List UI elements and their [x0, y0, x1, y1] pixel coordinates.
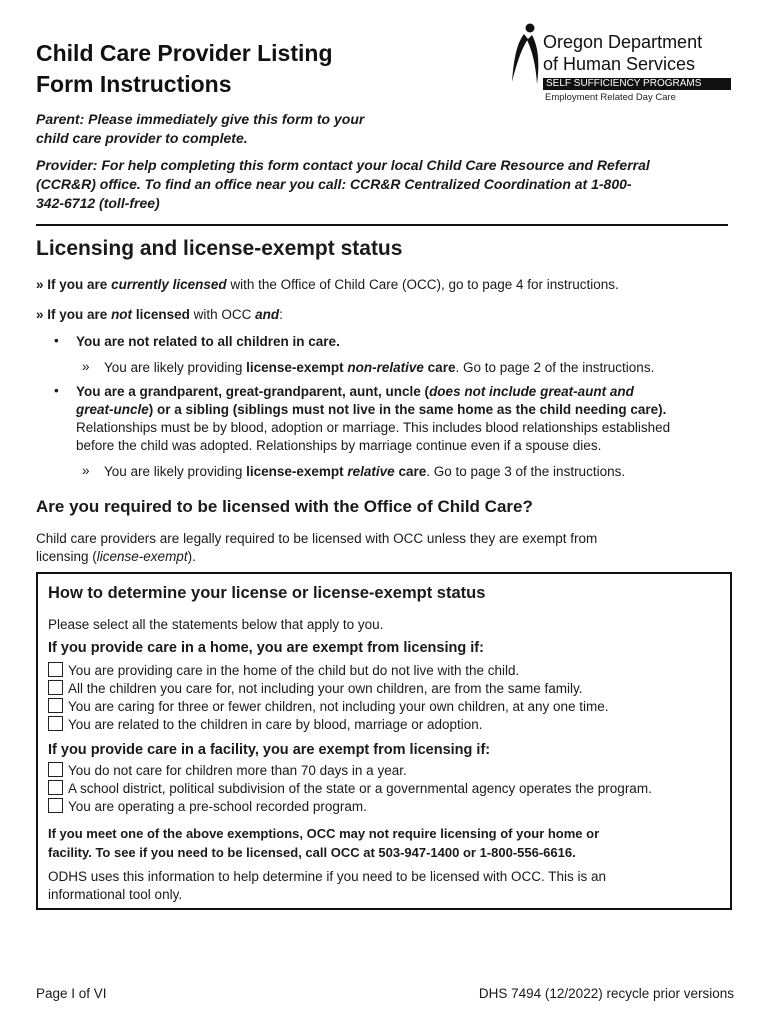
odhs-logo	[510, 22, 740, 106]
list-item: You are a grandparent, great-grandparent, aunt, uncle (does not include great-aunt and great-uncle) or a sibling (siblings must not live in the same home as the child needing care). Relationships must be by blood, adoption or marriage. This includes blood relationships established before the child was adopted. Relationships by marriage continue even if a spouse dies.	[76, 384, 671, 453]
not-licensed-paragraph: » If you are not licensed with OCC and:	[36, 307, 283, 322]
status-determination-box	[36, 572, 732, 910]
list-item: You are not related to all children in care.	[76, 334, 340, 349]
checkbox[interactable]	[48, 780, 63, 795]
parent-instruction: Parent: Please immediately give this form to your child care provider to complete.	[36, 111, 365, 146]
info-note: ODHS uses this information to help determine if you need to be licensed with OCC. This is an informational tool only.	[48, 869, 607, 902]
list-item: You are likely providing license-exempt non-relative care. Go to page 2 of the instructions.	[104, 360, 655, 375]
checkbox[interactable]	[48, 698, 63, 713]
person-figure-icon	[510, 22, 544, 86]
box-title: How to determine your license or license-exempt status	[48, 584, 486, 602]
home-exemption-item[interactable]: You are providing care in the home of the child but do not live with the child.	[48, 662, 519, 680]
sub-bullet-mark: »	[82, 463, 90, 478]
checkbox[interactable]	[48, 716, 63, 731]
title-line-1: Child Care Provider Listing	[36, 40, 333, 66]
checkbox[interactable]	[48, 662, 63, 677]
facility-exemption-item[interactable]: You are operating a pre-school recorded program.	[48, 798, 367, 816]
home-exemption-item[interactable]: You are related to the children in care by blood, marriage or adoption.	[48, 716, 483, 734]
facility-exemption-heading: If you provide care in a facility, you are exempt from licensing if:	[48, 742, 491, 758]
box-instruction: Please select all the statements below that apply to you.	[48, 617, 384, 632]
required-paragraph: Child care providers are legally required to be licensed with OCC unless they are exempt from licensing (license-exempt).	[36, 531, 598, 564]
page-title	[36, 38, 333, 100]
home-exemption-item[interactable]: All the children you care for, not including your own children, are from the same family.	[48, 680, 583, 698]
home-exemption-item[interactable]: You are caring for three or fewer children, not including your own children, at any one time.	[48, 698, 609, 716]
section-heading-required: Are you required to be licensed with the Office of Child Care?	[36, 497, 533, 516]
checkbox[interactable]	[48, 680, 63, 695]
facility-exemption-item[interactable]: You do not care for children more than 70 days in a year.	[48, 762, 407, 780]
home-exemption-heading: If you provide care in a home, you are exempt from licensing if:	[48, 640, 484, 656]
page-number: Page I of VI	[36, 986, 107, 1001]
logo-text-line-2: of Human Services	[543, 54, 696, 74]
logo-subtitle: Employment Related Day Care	[545, 92, 676, 103]
logo-program-bar: SELF SUFFICIENCY PROGRAMS	[543, 78, 731, 90]
section-heading-licensing: Licensing and license-exempt status	[36, 237, 403, 260]
currently-licensed-paragraph: » If you are currently licensed with the Office of Child Care (OCC), go to page 4 for instructions.	[36, 277, 619, 292]
section-divider	[36, 224, 728, 226]
checkbox[interactable]	[48, 762, 63, 777]
list-item: You are likely providing license-exempt relative care. Go to page 3 of the instructions.	[104, 464, 626, 479]
bullet-mark: •	[54, 333, 59, 348]
checkbox[interactable]	[48, 798, 63, 813]
title-line-2: Form Instructions	[36, 71, 232, 97]
bullet-mark: •	[54, 383, 59, 398]
logo-text-line-1: Oregon Department	[543, 32, 703, 52]
provider-instruction: Provider: For help completing this form contact your local Child Care Resource and Referral (CCR&R) office. To find an office near you call: CCR&R Centralized Coordination at 1-800- 342-6712 (toll-free)	[36, 157, 650, 211]
facility-exemption-item[interactable]: A school district, political subdivision of the state or a governmental agency operates the program.	[48, 780, 652, 798]
form-number: DHS 7494 (12/2022) recycle prior versions	[478, 986, 734, 1001]
exemption-note: If you meet one of the above exemptions, OCC may not require licensing of your home or facility. To see if you need to be licensed, call OCC at 503-947-1400 or 1-800-556-6616.	[48, 826, 600, 860]
sub-bullet-mark: »	[82, 359, 90, 374]
